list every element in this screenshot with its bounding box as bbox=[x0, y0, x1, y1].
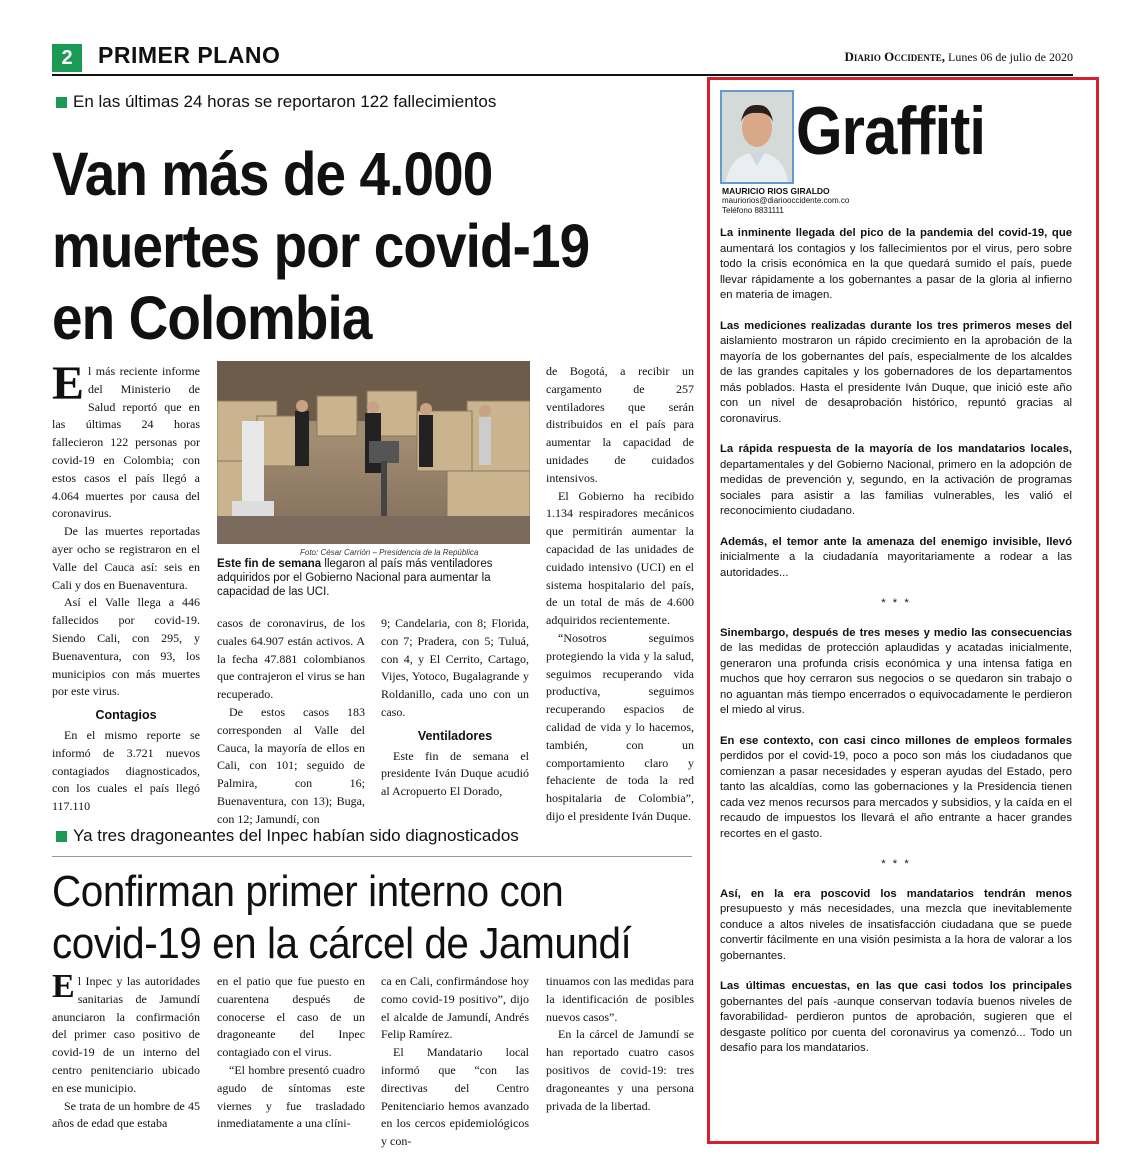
header-rule bbox=[52, 74, 1073, 76]
story1-column-1 bbox=[52, 357, 200, 816]
story2-kicker bbox=[56, 826, 519, 846]
story1-headline bbox=[52, 138, 628, 354]
photo-credit: Foto: César Carrión – Presidencia de la República bbox=[300, 548, 479, 557]
story2-column-2 bbox=[217, 973, 365, 1133]
story2-headline-line: Confirman primer interno con bbox=[52, 867, 564, 916]
paragraph: De estos casos 183 corresponden al Valle del Cauca, la mayoría de ellos en Cali, con 101; seguido de Palmira, con 16; Buenaventura, con 13); Buga, con 12; Jamundí, con bbox=[217, 704, 365, 826]
graffiti-paragraph: Las últimas encuestas, en las que casi todos los principales gobernantes del país -aunque conservan todavía buenos niveles de favorabilidad- perdieron puntos de aprobación, sugieren que el desgaste político por cuenta del coronavirus ya comenzó... Todo un desafío para los mandatarios. bbox=[720, 980, 1072, 1054]
author-phone: Teléfono 8831111 bbox=[722, 206, 784, 215]
paragraph: Así el Valle llega a 446 fallecidos por covid-19. Siendo Cali, con 295, y Buenaventura, con 93, los municipios con más muertes por este virus. bbox=[52, 595, 200, 699]
paragraph: Se trata de un hombre de 45 años de edad que estaba bbox=[52, 1098, 200, 1131]
author-photo bbox=[720, 90, 794, 184]
paragraph: tinuamos con las medidas para la identificación de posibles nuevos casos”. bbox=[546, 974, 694, 1024]
story1-headline-line: en Colombia bbox=[52, 284, 372, 352]
paragraph: “Nosotros seguimos protegiendo la vida y la salud, seguimos recuperando vida productiva, seguimos recuperando espacios de calidad de vida y lo hacemos, también, con un comportamiento claro y fehaciente de toda la red hospitalaria de Colombia”, dijo el presidente Iván Duque. bbox=[546, 630, 694, 823]
graffiti-paragraph: La inminente llegada del pico de la pandemia del covid-19, que aumentará los contagios y los fallecimientos por el virus, pero sobre todo la crisis económica en la que quedará sumido el país, puede llevar rápidamente a los gobernantes a pasar de la gloria al infierno en materia de imagen. bbox=[720, 227, 1072, 301]
paragraph: De las muertes reportadas ayer ocho se registraron en el Valle del Cauca así: seis en Cali y dos en Buenaventura. bbox=[52, 524, 200, 592]
graffiti-paragraph: Además, el temor ante la amenaza del enemigo invisible, llevó inicialmente a la ciudadanía mayoritariamente a rodear a las autoridades... bbox=[720, 535, 1072, 579]
paragraph: Este fin de semana el presidente Iván Duque acudió al Acropuerto El Dorado, bbox=[381, 748, 529, 799]
story1-headline-line: muertes por covid-19 bbox=[52, 212, 590, 280]
story1-column-4 bbox=[546, 363, 694, 826]
story2-headline-line: covid-19 en la cárcel de Jamundí bbox=[52, 919, 632, 968]
paragraph: En el mismo reporte se informó de 3.721 nuevos contagiados diagnosticados, con los cuales el país llegó 117.110 bbox=[52, 727, 200, 814]
paragraph: casos de coronavirus, de los cuales 64.907 están activos. A la fecha 47.881 colombianos que contrajeron el virus se han recuperado. bbox=[217, 616, 365, 702]
ventilator-photo bbox=[217, 361, 530, 544]
story1-dropcap: E bbox=[52, 357, 85, 410]
newspaper-name: Diario Occidente, bbox=[844, 49, 946, 64]
story1-headline-line: Van más de 4.000 bbox=[52, 140, 493, 208]
paragraph: de Bogotá, a recibir un cargamento de 257 ventiladores que serán distribuidos en el país para aumentar la capacidad de unidades de cuidados intensivos. bbox=[546, 364, 694, 485]
paragraph: en el patio que fue puesto en cuarentena después de conocerse el caso de un dragoneante del Inpec contagiado con el virus. bbox=[217, 974, 365, 1060]
subhead-contagios: Contagios bbox=[95, 708, 157, 723]
paragraph: l más reciente informe del Ministerio de Salud reportó que en las últimas 24 horas fallecieron 122 personas por covid-19 en Colombia; con estos casos el país llegó a 4.064 muertes por causa del coronavirus. bbox=[52, 364, 200, 521]
story2-column-3 bbox=[381, 973, 529, 1151]
graffiti-paragraph: Las mediciones realizadas durante los tres primeros meses del aislamiento mostraron un rápido crecimiento en la aprobación de la mayoría de los gobernantes del país, especialmente de los alcaldes de las grandes capitales y los gobernadores de los departamentos más poblados. Hasta el presidente Iván Duque, que inició este año con un nivel de desaprobación histórico, repuntó gracias al coronavirus. bbox=[720, 319, 1072, 425]
paragraph: El Gobierno ha recibido 1.134 respiradores mecánicos que permitirán aumentar la capacidad de las unidades de cuidado intensivo (UCI) en el sistema hospitalario del país, de un total de más de 4.600 adquiridos recientemente. bbox=[546, 488, 694, 628]
issue-date: Lunes 06 de julio de 2020 bbox=[948, 50, 1073, 64]
caption-lead: Este fin de semana bbox=[217, 558, 322, 570]
masthead bbox=[845, 49, 1074, 65]
story1-column-2 bbox=[217, 615, 365, 829]
paragraph: 9; Candelaria, con 8; Florida, con 7; Pradera, con 5; Tuluá, con 4, y El Cerrito, Cartago, Vijes, Yotoco, Bugalagrande y Roldanillo, cada uno con un caso. bbox=[381, 616, 529, 719]
paragraph: ca en Cali, confirmándose hoy como covid-19 positivo”, dijo el alcalde de Jamundí, Andrés Felip Ramírez. bbox=[381, 974, 529, 1042]
story1-kicker-text: En las últimas 24 horas se reportaron 122 fallecimientos bbox=[73, 92, 497, 111]
caption-text: llegaron al país más ventiladores adquiridos por el Gobierno Nacional para aumentar la capacidad de las UCI. bbox=[217, 558, 493, 598]
graffiti-text bbox=[720, 226, 1072, 1072]
story1-column-3 bbox=[381, 615, 529, 801]
story2-column-1 bbox=[52, 968, 200, 1133]
story2-dropcap: E bbox=[52, 968, 75, 1005]
paragraph: “El hombre presentó cuadro agudo de síntomas este viernes y fue trasladado inmediatamente a una clíni- bbox=[217, 1062, 365, 1131]
kicker-square-icon bbox=[56, 831, 67, 842]
section-separator: * * * bbox=[881, 858, 911, 870]
author-info bbox=[722, 186, 849, 216]
author-name: MAURICIO RIOS GIRALDO bbox=[722, 186, 830, 196]
paragraph: l Inpec y las autoridades sanitarias de Jamundí anunciaron la confirmación del primer caso positivo de covid-19 de un interno del centro penitenciario ubicado en ese municipio. bbox=[52, 974, 200, 1095]
graffiti-paragraph: La rápida respuesta de la mayoría de los mandatarios locales, departamentales y del Gobierno Nacional, primero en la adopción de medidas de prevención y, segundo, en la activación de programas sociales para asistir a las familias vulnerables, les valió el reconocimiento ciudadano. bbox=[720, 443, 1072, 517]
graffiti-title: Graffiti bbox=[796, 93, 986, 169]
author-email: mauriorios@diariooccidente.com.co bbox=[722, 196, 850, 205]
graffiti-paragraph: Sinembargo, después de tres meses y medio las consecuencias de las medidas de protección aplaudidas y acatadas inicialmente, generaron una profunda crisis económica y una intensa fatiga en muchos que hoy cerraron sus negocios o se quedaron sin trabajo o no aguantan más tiempo encerrados o equivocadamente le perdieron el miedo al virus. bbox=[720, 626, 1072, 716]
graffiti-paragraph: Así, en la era poscovid los mandatarios tendrán menos presupuesto y más necesidades, una mezcla que inevitablemente conduce a altos niveles de insatisfacción ciudadana que se puede convertir fácilmente en una visión pesimista a la hora de valorar a los gobernantes. bbox=[720, 887, 1072, 962]
kicker-square-icon bbox=[56, 97, 67, 108]
story2-kicker-text: Ya tres dragoneantes del Inpec habían sido diagnosticados bbox=[73, 826, 519, 845]
story2-headline bbox=[52, 866, 696, 970]
graffiti-paragraph: En ese contexto, con casi cinco millones de empleos formales perdidos por el covid-19, poco a poco son más los ciudadanos que comienzan a pasar necesidades y esperan ayudas del Estado, pero tanto las alcaldías, como las gobernaciones y la Presidencia tienen cada vez menos recursos para mercados y subsidios, y la caída en el recaudo de impuestos los llevará el año entrante a hacer grandes recortes en el gasto. bbox=[720, 734, 1072, 840]
story-divider bbox=[52, 856, 692, 857]
story2-column-4 bbox=[546, 973, 694, 1115]
paragraph: El Mandatario local informó que “con las directivas del Centro Penitenciario hemos avanzado en los cercos epidemiológicos y con- bbox=[381, 1045, 529, 1149]
subhead-ventiladores: Ventiladores bbox=[417, 728, 493, 743]
section-separator: * * * bbox=[881, 597, 911, 609]
story1-kicker bbox=[56, 92, 496, 112]
section-title: PRIMER PLANO bbox=[98, 42, 281, 68]
paragraph: En la cárcel de Jamundí se han reportado cuatro casos positivos de covid-19: tres dragoneantes y una persona privada de la libertad. bbox=[546, 1027, 694, 1113]
page-number: 2 bbox=[52, 44, 82, 72]
photo-caption bbox=[217, 557, 530, 599]
